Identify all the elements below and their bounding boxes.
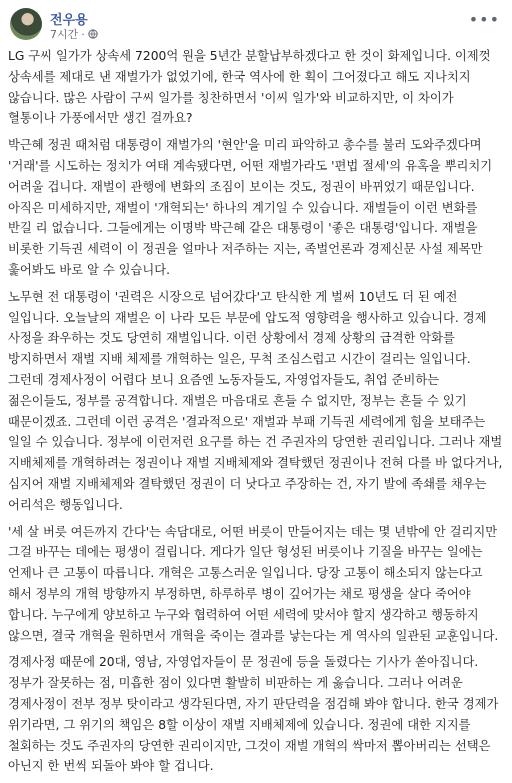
post-paragraph: LG 구씨 일가가 상속세 7200억 원을 5년간 분할납부하겠다고 한 것이 화제입니다. 이제껏 상속세를 제대로 낸 재벌가가 없었기에, 한국 역사에 한 획이 그어졌다고 해도 지나치지 않습니다. 많은 사람이 구씨 일가를 칭찬하면서 '이씨 일가'와 비교하지만, 이 차이가 혈통이나 가풍에서만 생긴 걸까요? — [8, 49, 491, 126]
post-paragraph: 노무현 전 대통령이 '권력은 시장으로 넘어갔다'고 탄식한 게 벌써 10년도 더 된 예전 일입니다. 오늘날의 재벌은 이 나라 모든 부문에 압도적 영향력을 행사하고 있습니다. 경제 사정을 좌우하는 것도 당연히 재벌입니다. 이런 상황에서 경제 상황의 급격한 악화를 방지하면서 재벌 지배 체제를 개혁하는 일은, 무척 조심스럽고 시간이 걸리는 일입니다. 그런데 경제사정이 어렵다 보니 요즘엔 노동자들도, 자영업자들도, 취업 준비하는 젊은이들도, 정부를 공격합니다. 재벌은 마음대로 흔들 수 없지만, 정부는 흔들 수 있기 때문이겠죠. 그런데 이런 공격은 '결과적으로' 재벌과 부패 기득권 세력에게 힘을 보태주는 일일 수 있습니다. 정부에 이런저런 요구를 하는 건 주권자의 당연한 권리입니다. 그러나 재벌 지배체제를 개혁하려는 정권이나 재벌 지배체제와 결탁했던 정권이나 전혀 다를 바 없다거나, 심지어 재벌 지배체제와 결탁했던 정권이 더 낫다고 주장하는 건, 자기 발에 족쇄를 채우는 어리석은 행동입니다. — [8, 289, 503, 512]
more-options-icon[interactable]: ••• — [468, 10, 500, 29]
post-meta: 7시간 · — [50, 26, 98, 42]
post-paragraph: 경제사정 때문에 20대, 영남, 자영업자들이 문 정권에 등을 돌렸다는 기사가 쏟아집니다. 정부가 잘못하는 점, 미흡한 점이 있다면 활발히 비판하는 게 옳습니다. 그러나 어려운 경제사정이 전부 정부 탓이라고 생각된다면, 자기 판단력을 점검해 봐야 합니다. 한국 경제가 위기라면, 그 위기의 책임은 8할 이상이 재벌 지배체제에 있습니다. 정권에 대한 지지를 철회하는 것도 주권자의 당연한 권리이지만, 그것이 재벌 개혁의 싹마저 뽑아버리는 선택은 아닌지 한 번씩 되돌아 봐야 할 겁니다. — [8, 655, 499, 774]
post-body — [8, 46, 504, 783]
avatar[interactable] — [10, 8, 42, 40]
author-name[interactable]: 전우용 — [50, 13, 88, 28]
post-header — [0, 0, 512, 48]
globe-icon — [88, 29, 98, 39]
timestamp[interactable]: 7시간 — [50, 28, 79, 41]
post-paragraph: '세 살 버릇 여든까지 간다'는 속담대로, 어떤 버릇이 만들어지는 데는 몇 년밖에 안 걸리지만 그걸 바꾸는 데에는 평생이 걸립니다. 게다가 일단 형성된 버릇이나 기질을 바꾸는 일에는 언제나 큰 고통이 따릅니다. 개혁은 고통스러운 일입니다. 당장 고통이 해소되지 않는다고 해서 정부의 개혁 방향까지 부정하면, 하루하루 병이 깊어가는 채로 평생을 살다 죽어야 합니다. 누구에게 양보하고 누구와 협력하여 어떤 세력에 맞서야 할지 생각하고 행동하지 않으면, 결국 개혁을 원하면서 개혁을 죽이는 결과를 낳는다는 게 역사의 일관된 교훈입니다. — [8, 524, 499, 643]
post-paragraph: 박근혜 정권 때처럼 대통령이 재벌가의 '현안'을 미리 파악하고 총수를 불러 도와주겠다며 '거래'를 시도하는 정치가 여태 계속됐다면, 어떤 재벌가라도 '편법 절세'의 유혹을 뿌리치기 어려울 겁니다. 재벌이 관행에 변화의 조짐이 보이는 것도, 정권이 바뀌었기 때문입니다. 아직은 미세하지만, 재벌이 '개혁되는' 하나의 계기일 수 있습니다. 재벌들이 이런 변화를 반길 리 없습니다. 그들에게는 이명박 박근혜 같은 대통령이 '좋은 대통령'입니다. 재벌을 비롯한 기득권 세력이 이 정권을 얼마나 저주하는 지는, 족벌언론과 경제신문 사설 제목만 훑어봐도 바로 알 수 있습니다. — [8, 138, 493, 277]
